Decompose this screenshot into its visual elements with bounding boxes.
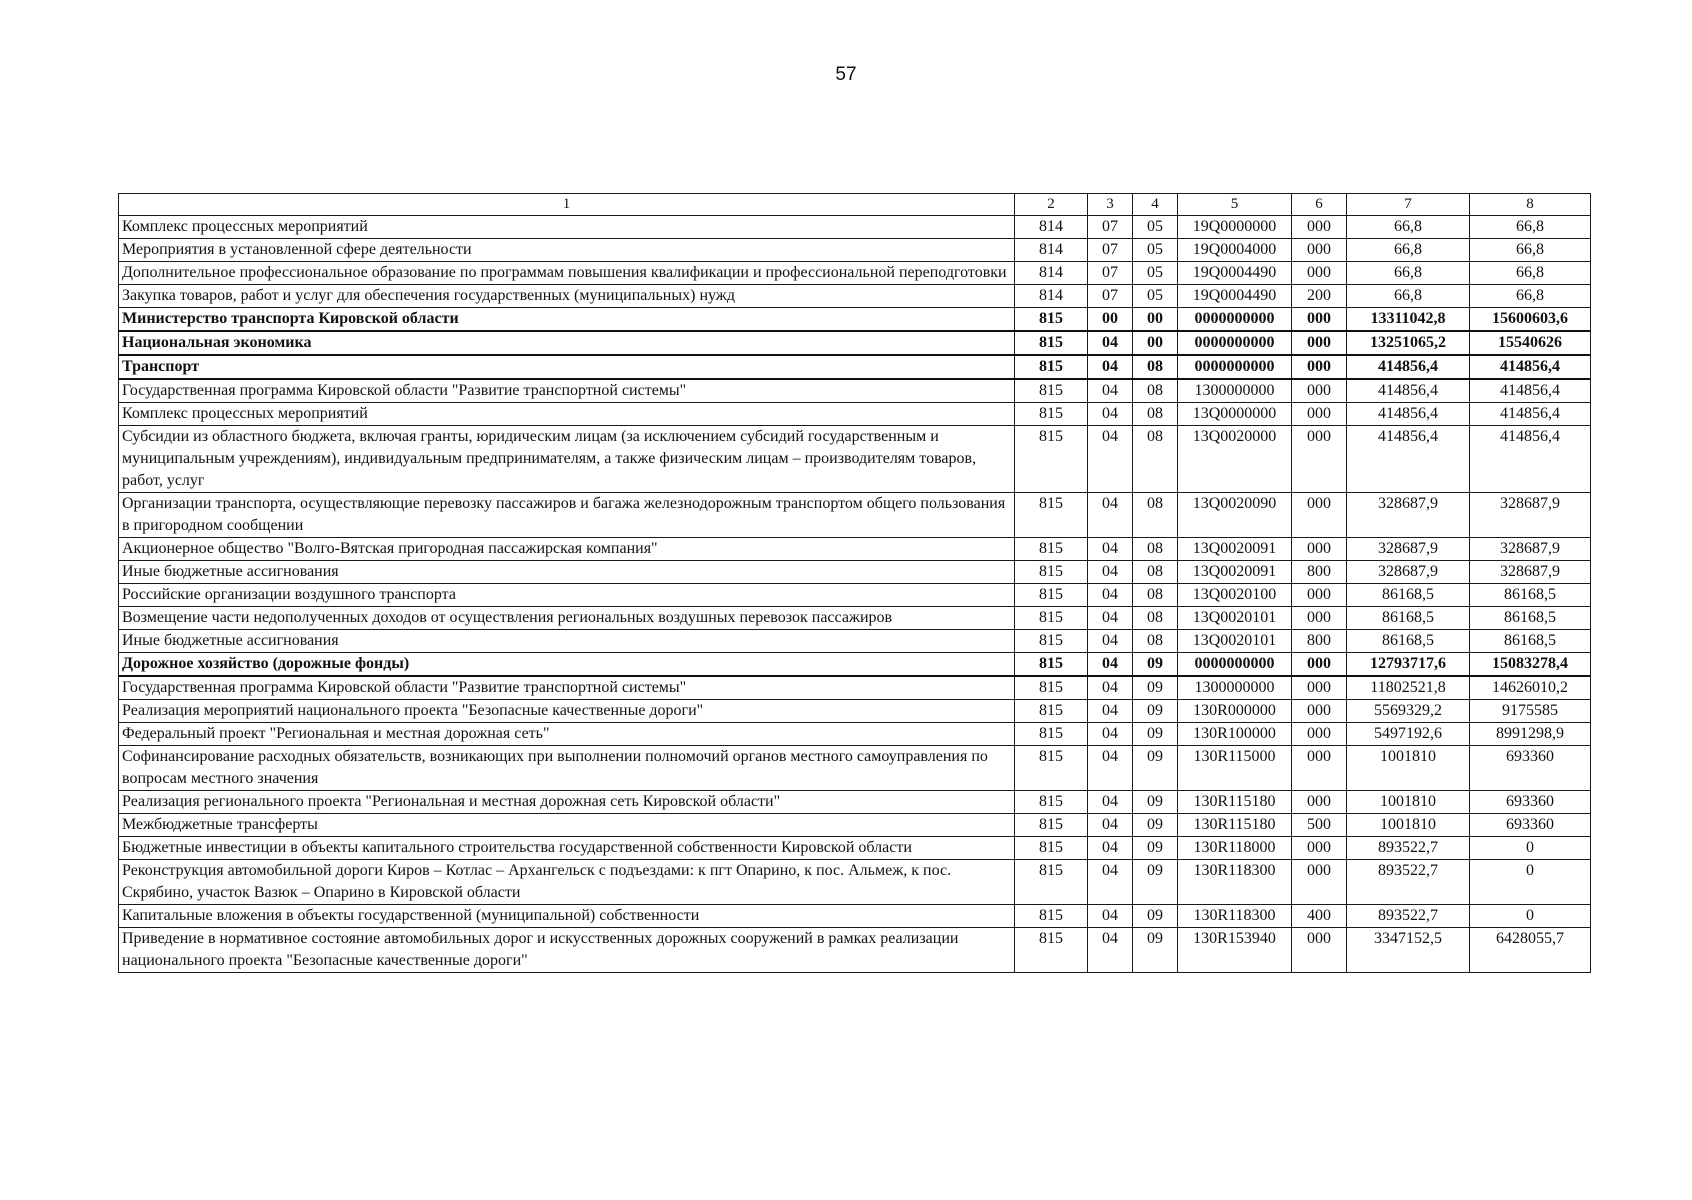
row-amount-year-2: 86168,5: [1470, 607, 1591, 630]
row-name: Комплекс процессных мероприятий: [119, 216, 1015, 239]
row-section: 00: [1088, 308, 1133, 332]
table-row: [119, 676, 1591, 700]
table-row: [119, 584, 1591, 607]
table-body: [119, 216, 1591, 973]
row-section: 04: [1088, 653, 1133, 677]
row-target-article: 19Q0004000: [1178, 239, 1292, 262]
row-amount-year-2: 693360: [1470, 746, 1591, 791]
row-grbs-code: 815: [1015, 493, 1088, 538]
row-grbs-code: 815: [1015, 723, 1088, 746]
row-amount-year-1: 5569329,2: [1347, 700, 1470, 723]
table-row: [119, 285, 1591, 308]
row-grbs-code: 815: [1015, 837, 1088, 860]
row-grbs-code: 814: [1015, 262, 1088, 285]
row-amount-year-2: 0: [1470, 905, 1591, 928]
row-amount-year-1: 13251065,2: [1347, 331, 1470, 355]
row-name: Реализация мероприятий национального проекта "Безопасные качественные дороги": [119, 700, 1015, 723]
row-amount-year-1: 13311042,8: [1347, 308, 1470, 332]
row-amount-year-1: 893522,7: [1347, 905, 1470, 928]
row-section: 04: [1088, 493, 1133, 538]
row-grbs-code: 815: [1015, 584, 1088, 607]
row-target-article: 19Q0004490: [1178, 285, 1292, 308]
row-subsection: 05: [1133, 239, 1178, 262]
row-subsection: 08: [1133, 426, 1178, 493]
row-section: 07: [1088, 285, 1133, 308]
table-row: [119, 791, 1591, 814]
row-amount-year-2: 66,8: [1470, 216, 1591, 239]
row-expense-type: 000: [1292, 607, 1347, 630]
row-amount-year-2: 6428055,7: [1470, 928, 1591, 973]
row-amount-year-1: 5497192,6: [1347, 723, 1470, 746]
row-section: 07: [1088, 239, 1133, 262]
row-section: 04: [1088, 860, 1133, 905]
row-name: Возмещение части недополученных доходов от осуществления региональных воздушных перевозок пассажиров: [119, 607, 1015, 630]
row-target-article: 13Q0020101: [1178, 607, 1292, 630]
row-amount-year-2: 14626010,2: [1470, 676, 1591, 700]
row-name: Приведение в нормативное состояние автомобильных дорог и искусственных дорожных сооружений в рамках реализации национального проекта "Безопасные качественные дороги": [119, 928, 1015, 973]
row-amount-year-2: 414856,4: [1470, 355, 1591, 379]
row-subsection: 09: [1133, 905, 1178, 928]
row-grbs-code: 815: [1015, 379, 1088, 403]
row-expense-type: 000: [1292, 426, 1347, 493]
row-amount-year-2: 328687,9: [1470, 538, 1591, 561]
row-grbs-code: 815: [1015, 746, 1088, 791]
row-amount-year-2: 66,8: [1470, 239, 1591, 262]
header-col-7: 7: [1347, 194, 1470, 216]
row-subsection: 08: [1133, 493, 1178, 538]
row-section: 04: [1088, 426, 1133, 493]
row-name: Национальная экономика: [119, 331, 1015, 355]
row-name: Государственная программа Кировской области "Развитие транспортной системы": [119, 379, 1015, 403]
row-section: 07: [1088, 262, 1133, 285]
row-amount-year-2: 15083278,4: [1470, 653, 1591, 677]
header-col-8: 8: [1470, 194, 1591, 216]
row-amount-year-2: 414856,4: [1470, 403, 1591, 426]
row-name: Транспорт: [119, 355, 1015, 379]
row-name: Реконструкция автомобильной дороги Киров – Котлас – Архангельск с подъездами: к пгт Опарино, к пос. Альмеж, к пос. Скрябино, участок Вазюк – Опарино в Кировской области: [119, 860, 1015, 905]
table-row: [119, 538, 1591, 561]
row-grbs-code: 815: [1015, 676, 1088, 700]
row-grbs-code: 815: [1015, 607, 1088, 630]
row-amount-year-2: 15540626: [1470, 331, 1591, 355]
row-target-article: 130R115000: [1178, 746, 1292, 791]
row-expense-type: 000: [1292, 216, 1347, 239]
table-row: [119, 331, 1591, 355]
row-section: 04: [1088, 355, 1133, 379]
row-section: 04: [1088, 607, 1133, 630]
row-name: Иные бюджетные ассигнования: [119, 630, 1015, 653]
header-col-4: 4: [1133, 194, 1178, 216]
row-amount-year-1: 414856,4: [1347, 403, 1470, 426]
row-amount-year-1: 414856,4: [1347, 355, 1470, 379]
row-amount-year-2: 66,8: [1470, 262, 1591, 285]
row-amount-year-2: 414856,4: [1470, 426, 1591, 493]
row-grbs-code: 815: [1015, 860, 1088, 905]
row-grbs-code: 815: [1015, 814, 1088, 837]
row-target-article: 0000000000: [1178, 331, 1292, 355]
row-target-article: 130R118300: [1178, 860, 1292, 905]
row-expense-type: 400: [1292, 905, 1347, 928]
row-expense-type: 000: [1292, 700, 1347, 723]
row-section: 04: [1088, 814, 1133, 837]
table-row: [119, 860, 1591, 905]
header-col-3: 3: [1088, 194, 1133, 216]
row-name: Мероприятия в установленной сфере деятельности: [119, 239, 1015, 262]
table-row: [119, 700, 1591, 723]
header-col-1: 1: [119, 194, 1015, 216]
row-target-article: 0000000000: [1178, 308, 1292, 332]
row-name: Межбюджетные трансферты: [119, 814, 1015, 837]
row-target-article: 130R118300: [1178, 905, 1292, 928]
table-row: [119, 814, 1591, 837]
table-row: [119, 630, 1591, 653]
row-grbs-code: 815: [1015, 331, 1088, 355]
table-row: [119, 355, 1591, 379]
row-section: 04: [1088, 676, 1133, 700]
row-name: Дополнительное профессиональное образование по программам повышения квалификации и профессиональной переподготовки: [119, 262, 1015, 285]
row-subsection: 08: [1133, 538, 1178, 561]
row-target-article: 0000000000: [1178, 653, 1292, 677]
row-amount-year-1: 414856,4: [1347, 426, 1470, 493]
row-grbs-code: 815: [1015, 700, 1088, 723]
row-amount-year-1: 893522,7: [1347, 837, 1470, 860]
row-grbs-code: 815: [1015, 308, 1088, 332]
row-amount-year-1: 328687,9: [1347, 493, 1470, 538]
row-expense-type: 000: [1292, 308, 1347, 332]
row-name: Акционерное общество "Волго-Вятская пригородная пассажирская компания": [119, 538, 1015, 561]
row-section: 04: [1088, 379, 1133, 403]
row-expense-type: 000: [1292, 791, 1347, 814]
row-subsection: 00: [1133, 308, 1178, 332]
row-grbs-code: 815: [1015, 403, 1088, 426]
header-row: [119, 194, 1591, 216]
row-section: 04: [1088, 331, 1133, 355]
row-name: Реализация регионального проекта "Региональная и местная дорожная сеть Кировской области": [119, 791, 1015, 814]
row-amount-year-2: 86168,5: [1470, 630, 1591, 653]
row-subsection: 05: [1133, 216, 1178, 239]
row-target-article: 13Q0020090: [1178, 493, 1292, 538]
row-expense-type: 000: [1292, 723, 1347, 746]
table-row: [119, 262, 1591, 285]
row-amount-year-2: 0: [1470, 860, 1591, 905]
row-section: 04: [1088, 561, 1133, 584]
row-name: Министерство транспорта Кировской области: [119, 308, 1015, 332]
row-name: Российские организации воздушного транспорта: [119, 584, 1015, 607]
table-row: [119, 928, 1591, 973]
row-section: 04: [1088, 630, 1133, 653]
row-amount-year-1: 86168,5: [1347, 630, 1470, 653]
row-amount-year-1: 66,8: [1347, 216, 1470, 239]
table-header: [119, 194, 1591, 216]
row-grbs-code: 815: [1015, 653, 1088, 677]
row-amount-year-2: 328687,9: [1470, 493, 1591, 538]
row-subsection: 08: [1133, 561, 1178, 584]
row-expense-type: 500: [1292, 814, 1347, 837]
table-row: [119, 837, 1591, 860]
row-amount-year-1: 893522,7: [1347, 860, 1470, 905]
row-subsection: 08: [1133, 355, 1178, 379]
row-amount-year-2: 693360: [1470, 791, 1591, 814]
row-expense-type: 800: [1292, 630, 1347, 653]
table-row: [119, 746, 1591, 791]
row-grbs-code: 815: [1015, 561, 1088, 584]
header-col-2: 2: [1015, 194, 1088, 216]
row-subsection: 09: [1133, 700, 1178, 723]
row-grbs-code: 815: [1015, 905, 1088, 928]
row-subsection: 09: [1133, 928, 1178, 973]
row-expense-type: 000: [1292, 262, 1347, 285]
row-expense-type: 000: [1292, 538, 1347, 561]
row-expense-type: 000: [1292, 379, 1347, 403]
row-subsection: 08: [1133, 403, 1178, 426]
row-section: 04: [1088, 837, 1133, 860]
row-subsection: 09: [1133, 723, 1178, 746]
row-expense-type: 000: [1292, 837, 1347, 860]
row-target-article: 13Q0020091: [1178, 538, 1292, 561]
row-amount-year-1: 86168,5: [1347, 584, 1470, 607]
row-name: Федеральный проект "Региональная и местная дорожная сеть": [119, 723, 1015, 746]
row-grbs-code: 814: [1015, 216, 1088, 239]
row-expense-type: 000: [1292, 676, 1347, 700]
row-target-article: 13Q0000000: [1178, 403, 1292, 426]
row-subsection: 09: [1133, 746, 1178, 791]
row-grbs-code: 815: [1015, 426, 1088, 493]
table-row: [119, 561, 1591, 584]
row-subsection: 00: [1133, 331, 1178, 355]
table-row: [119, 426, 1591, 493]
row-expense-type: 000: [1292, 239, 1347, 262]
row-subsection: 09: [1133, 814, 1178, 837]
row-name: Иные бюджетные ассигнования: [119, 561, 1015, 584]
row-target-article: 130R153940: [1178, 928, 1292, 973]
row-amount-year-2: 9175585: [1470, 700, 1591, 723]
row-target-article: 130R118000: [1178, 837, 1292, 860]
row-subsection: 09: [1133, 860, 1178, 905]
row-amount-year-1: 1001810: [1347, 814, 1470, 837]
row-grbs-code: 815: [1015, 538, 1088, 561]
row-grbs-code: 815: [1015, 630, 1088, 653]
row-section: 04: [1088, 791, 1133, 814]
row-grbs-code: 815: [1015, 928, 1088, 973]
row-name: Капитальные вложения в объекты государственной (муниципальной) собственности: [119, 905, 1015, 928]
row-expense-type: 000: [1292, 355, 1347, 379]
row-target-article: 13Q0020101: [1178, 630, 1292, 653]
budget-table: [118, 193, 1591, 973]
row-subsection: 09: [1133, 676, 1178, 700]
table-row: [119, 905, 1591, 928]
row-subsection: 09: [1133, 653, 1178, 677]
row-name: Комплекс процессных мероприятий: [119, 403, 1015, 426]
row-subsection: 08: [1133, 584, 1178, 607]
row-amount-year-2: 8991298,9: [1470, 723, 1591, 746]
row-amount-year-1: 1001810: [1347, 746, 1470, 791]
row-target-article: 13Q0020000: [1178, 426, 1292, 493]
row-amount-year-1: 328687,9: [1347, 561, 1470, 584]
row-grbs-code: 814: [1015, 285, 1088, 308]
row-expense-type: 000: [1292, 653, 1347, 677]
row-name: Бюджетные инвестиции в объекты капитального строительства государственной собственности Кировской области: [119, 837, 1015, 860]
row-amount-year-2: 414856,4: [1470, 379, 1591, 403]
row-grbs-code: 814: [1015, 239, 1088, 262]
row-name: Дорожное хозяйство (дорожные фонды): [119, 653, 1015, 677]
row-subsection: 05: [1133, 262, 1178, 285]
row-target-article: 130R115180: [1178, 791, 1292, 814]
row-grbs-code: 815: [1015, 355, 1088, 379]
row-amount-year-1: 328687,9: [1347, 538, 1470, 561]
row-expense-type: 000: [1292, 584, 1347, 607]
table-row: [119, 239, 1591, 262]
row-target-article: 1300000000: [1178, 676, 1292, 700]
row-expense-type: 000: [1292, 493, 1347, 538]
row-amount-year-1: 12793717,6: [1347, 653, 1470, 677]
header-col-5: 5: [1178, 194, 1292, 216]
row-name: Государственная программа Кировской области "Развитие транспортной системы": [119, 676, 1015, 700]
row-subsection: 09: [1133, 791, 1178, 814]
table-row: [119, 607, 1591, 630]
row-target-article: 0000000000: [1178, 355, 1292, 379]
row-section: 04: [1088, 905, 1133, 928]
row-section: 04: [1088, 746, 1133, 791]
row-name: Закупка товаров, работ и услуг для обеспечения государственных (муниципальных) нужд: [119, 285, 1015, 308]
row-section: 04: [1088, 700, 1133, 723]
row-amount-year-1: 66,8: [1347, 262, 1470, 285]
row-amount-year-1: 414856,4: [1347, 379, 1470, 403]
row-target-article: 19Q0000000: [1178, 216, 1292, 239]
row-amount-year-2: 15600603,6: [1470, 308, 1591, 332]
row-section: 04: [1088, 403, 1133, 426]
table-row: [119, 493, 1591, 538]
row-amount-year-1: 1001810: [1347, 791, 1470, 814]
row-amount-year-1: 86168,5: [1347, 607, 1470, 630]
row-amount-year-2: 66,8: [1470, 285, 1591, 308]
table-row: [119, 379, 1591, 403]
row-amount-year-1: 66,8: [1347, 285, 1470, 308]
row-target-article: 130R100000: [1178, 723, 1292, 746]
row-target-article: 13Q0020100: [1178, 584, 1292, 607]
row-subsection: 08: [1133, 379, 1178, 403]
row-section: 04: [1088, 928, 1133, 973]
row-expense-type: 800: [1292, 561, 1347, 584]
row-expense-type: 000: [1292, 403, 1347, 426]
row-target-article: 19Q0004490: [1178, 262, 1292, 285]
row-name: Софинансирование расходных обязательств, возникающих при выполнении полномочий органов местного самоуправления по вопросам местного значения: [119, 746, 1015, 791]
row-amount-year-1: 11802521,8: [1347, 676, 1470, 700]
header-col-6: 6: [1292, 194, 1347, 216]
row-expense-type: 200: [1292, 285, 1347, 308]
row-target-article: 130R115180: [1178, 814, 1292, 837]
row-subsection: 09: [1133, 837, 1178, 860]
row-amount-year-2: 328687,9: [1470, 561, 1591, 584]
row-amount-year-2: 0: [1470, 837, 1591, 860]
row-target-article: 130R000000: [1178, 700, 1292, 723]
row-expense-type: 000: [1292, 860, 1347, 905]
row-target-article: 1300000000: [1178, 379, 1292, 403]
row-section: 04: [1088, 723, 1133, 746]
row-name: Организации транспорта, осуществляющие перевозку пассажиров и багажа железнодорожным транспортом общего пользования в пригородном сообщении: [119, 493, 1015, 538]
row-target-article: 13Q0020091: [1178, 561, 1292, 584]
row-subsection: 05: [1133, 285, 1178, 308]
row-section: 07: [1088, 216, 1133, 239]
table-row: [119, 216, 1591, 239]
row-expense-type: 000: [1292, 331, 1347, 355]
row-section: 04: [1088, 538, 1133, 561]
row-amount-year-1: 66,8: [1347, 239, 1470, 262]
row-section: 04: [1088, 584, 1133, 607]
row-grbs-code: 815: [1015, 791, 1088, 814]
table-row: [119, 308, 1591, 332]
row-amount-year-2: 693360: [1470, 814, 1591, 837]
table-row: [119, 403, 1591, 426]
row-expense-type: 000: [1292, 928, 1347, 973]
row-subsection: 08: [1133, 607, 1178, 630]
row-amount-year-1: 3347152,5: [1347, 928, 1470, 973]
row-amount-year-2: 86168,5: [1470, 584, 1591, 607]
table-row: [119, 653, 1591, 677]
row-subsection: 08: [1133, 630, 1178, 653]
row-name: Субсидии из областного бюджета, включая гранты, юридическим лицам (за исключением субсидий государственным и муниципальным учреждениям), индивидуальным предпринимателям, а также физическим лицам – производителям товаров, работ, услуг: [119, 426, 1015, 493]
table-row: [119, 723, 1591, 746]
row-expense-type: 000: [1292, 746, 1347, 791]
page-number: 57: [835, 64, 857, 85]
